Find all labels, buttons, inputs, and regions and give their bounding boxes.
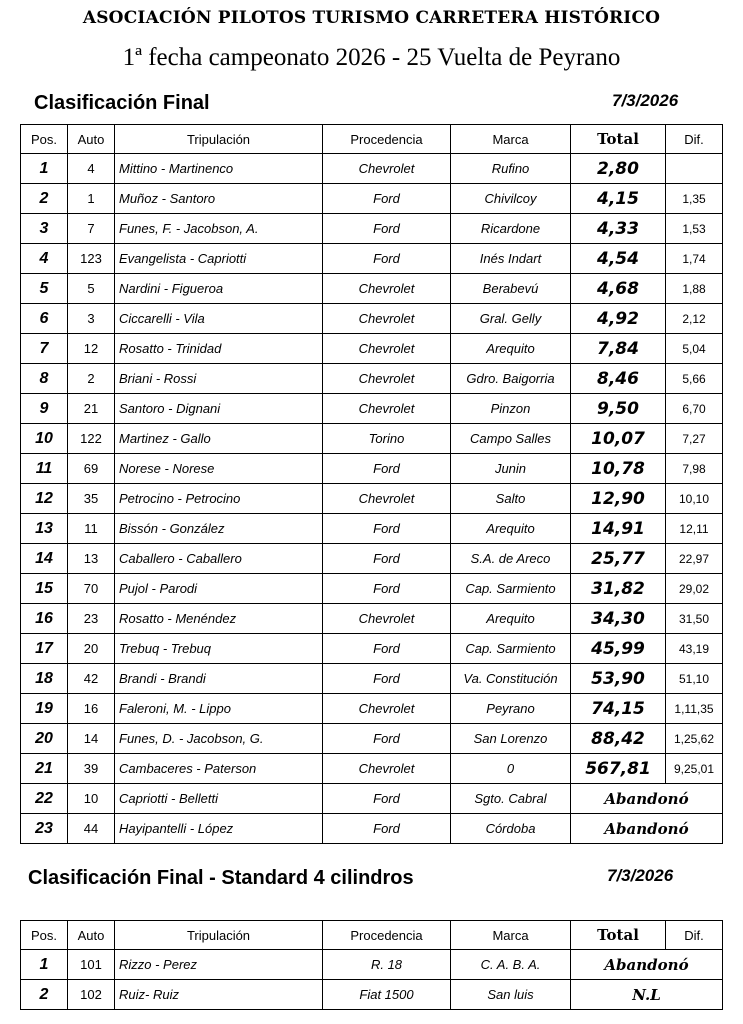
brand-cell: Arequito: [451, 514, 571, 544]
car-number-cell: 10: [68, 784, 115, 814]
brand-cell: Campo Salles: [451, 424, 571, 454]
position-cell: 2: [21, 184, 68, 214]
total-cell: 53,90: [571, 664, 666, 694]
crew-cell: Trebuq - Trebuq: [115, 634, 323, 664]
difference-cell: 9,25,01: [666, 754, 723, 784]
brand-cell: Arequito: [451, 604, 571, 634]
total-cell: 88,42: [571, 724, 666, 754]
table-row: [21, 664, 723, 694]
col-header-auto: Auto: [68, 921, 115, 950]
position-cell: 6: [21, 304, 68, 334]
brand-cell: Chivilcoy: [451, 184, 571, 214]
crew-cell: Ciccarelli - Vila: [115, 304, 323, 334]
col-header-brand: Marca: [451, 125, 571, 154]
origin-cell: Ford: [323, 244, 451, 274]
origin-cell: Ford: [323, 784, 451, 814]
position-cell: 18: [21, 664, 68, 694]
car-number-cell: 1: [68, 184, 115, 214]
brand-cell: Gral. Gelly: [451, 304, 571, 334]
table-row: [21, 694, 723, 724]
origin-cell: Ford: [323, 574, 451, 604]
total-cell: 4,92: [571, 304, 666, 334]
table-row: [21, 950, 723, 980]
table-row: [21, 424, 723, 454]
brand-cell: Rufino: [451, 154, 571, 184]
position-cell: 21: [21, 754, 68, 784]
car-number-cell: 122: [68, 424, 115, 454]
col-header-pos: Pos.: [21, 125, 68, 154]
position-cell: 20: [21, 724, 68, 754]
difference-cell: 31,50: [666, 604, 723, 634]
difference-cell: 43,19: [666, 634, 723, 664]
difference-cell: 7,98: [666, 454, 723, 484]
difference-cell: 6,70: [666, 394, 723, 424]
total-cell: 9,50: [571, 394, 666, 424]
position-cell: 2: [21, 980, 68, 1010]
brand-cell: Berabevú: [451, 274, 571, 304]
table-row: [21, 334, 723, 364]
total-cell: 2,80: [571, 154, 666, 184]
difference-cell: 1,88: [666, 274, 723, 304]
table-row: [21, 184, 723, 214]
crew-cell: Funes, D. - Jacobson, G.: [115, 724, 323, 754]
col-header-auto: Auto: [68, 125, 115, 154]
col-header-origin: Procedencia: [323, 921, 451, 950]
origin-cell: Ford: [323, 664, 451, 694]
brand-cell: Inés Indart: [451, 244, 571, 274]
crew-cell: Cambaceres - Paterson: [115, 754, 323, 784]
position-cell: 12: [21, 484, 68, 514]
crew-cell: Norese - Norese: [115, 454, 323, 484]
total-cell: 10,78: [571, 454, 666, 484]
col-header-brand: Marca: [451, 921, 571, 950]
crew-cell: Faleroni, M. - Lippo: [115, 694, 323, 724]
crew-cell: Evangelista - Capriotti: [115, 244, 323, 274]
crew-cell: Hayipantelli - López: [115, 814, 323, 844]
organization-title: ASOCIACIÓN PILOTOS TURISMO CARRETERA HISTÓRICO: [82, 8, 661, 28]
section1-date: 7/3/2026: [612, 91, 679, 110]
difference-cell: 1,25,62: [666, 724, 723, 754]
difference-cell: 1,11,35: [666, 694, 723, 724]
difference-cell: [666, 154, 723, 184]
col-header-total: Total: [571, 921, 666, 950]
car-number-cell: 101: [68, 950, 115, 980]
position-cell: 5: [21, 274, 68, 304]
status-cell: Abandonó: [571, 784, 723, 814]
section2-date: 7/3/2026: [607, 866, 674, 885]
table-row: [21, 274, 723, 304]
difference-cell: 5,66: [666, 364, 723, 394]
crew-cell: Brandi - Brandi: [115, 664, 323, 694]
position-cell: 3: [21, 214, 68, 244]
crew-cell: Muñoz - Santoro: [115, 184, 323, 214]
car-number-cell: 102: [68, 980, 115, 1010]
position-cell: 4: [21, 244, 68, 274]
total-cell: 4,54: [571, 244, 666, 274]
total-cell: 25,77: [571, 544, 666, 574]
crew-cell: Capriotti - Belletti: [115, 784, 323, 814]
table-row: [21, 514, 723, 544]
origin-cell: Chevrolet: [323, 274, 451, 304]
car-number-cell: 7: [68, 214, 115, 244]
results-table-standard-4-cyl: [20, 920, 723, 1010]
origin-cell: Torino: [323, 424, 451, 454]
origin-cell: Ford: [323, 214, 451, 244]
brand-cell: 0: [451, 754, 571, 784]
origin-cell: Chevrolet: [323, 364, 451, 394]
table-row: [21, 244, 723, 274]
position-cell: 16: [21, 604, 68, 634]
difference-cell: 12,11: [666, 514, 723, 544]
crew-cell: Nardini - Figueroa: [115, 274, 323, 304]
brand-cell: Arequito: [451, 334, 571, 364]
total-cell: 4,33: [571, 214, 666, 244]
origin-cell: Chevrolet: [323, 154, 451, 184]
col-header-dif: Dif.: [666, 125, 723, 154]
origin-cell: Ford: [323, 724, 451, 754]
difference-cell: 10,10: [666, 484, 723, 514]
position-cell: 7: [21, 334, 68, 364]
difference-cell: 1,35: [666, 184, 723, 214]
car-number-cell: 2: [68, 364, 115, 394]
total-cell: 34,30: [571, 604, 666, 634]
car-number-cell: 69: [68, 454, 115, 484]
difference-cell: 5,04: [666, 334, 723, 364]
car-number-cell: 39: [68, 754, 115, 784]
crew-cell: Funes, F. - Jacobson, A.: [115, 214, 323, 244]
car-number-cell: 5: [68, 274, 115, 304]
difference-cell: 1,53: [666, 214, 723, 244]
event-subtitle: 1ª fecha campeonato 2026 - 25 Vuelta de Peyrano: [122, 44, 621, 71]
table-row: [21, 484, 723, 514]
brand-cell: Cap. Sarmiento: [451, 574, 571, 604]
total-cell: 45,99: [571, 634, 666, 664]
col-header-crew: Tripulación: [115, 125, 323, 154]
table-row: [21, 980, 723, 1010]
crew-cell: Caballero - Caballero: [115, 544, 323, 574]
origin-cell: Ford: [323, 634, 451, 664]
brand-cell: Gdro. Baigorria: [451, 364, 571, 394]
car-number-cell: 23: [68, 604, 115, 634]
origin-cell: Chevrolet: [323, 694, 451, 724]
position-cell: 22: [21, 784, 68, 814]
position-cell: 19: [21, 694, 68, 724]
car-number-cell: 4: [68, 154, 115, 184]
crew-cell: Rosatto - Trinidad: [115, 334, 323, 364]
difference-cell: 7,27: [666, 424, 723, 454]
origin-cell: Fiat 1500: [323, 980, 451, 1010]
origin-cell: Ford: [323, 184, 451, 214]
col-header-total: Total: [571, 125, 666, 154]
table-row: [21, 544, 723, 574]
crew-cell: Martinez - Gallo: [115, 424, 323, 454]
brand-cell: S.A. de Areco: [451, 544, 571, 574]
table-row: [21, 724, 723, 754]
brand-cell: Córdoba: [451, 814, 571, 844]
section2-title: Clasificación Final - Standard 4 cilindros: [28, 867, 414, 889]
car-number-cell: 12: [68, 334, 115, 364]
position-cell: 1: [21, 154, 68, 184]
table-row: [21, 784, 723, 814]
origin-cell: Chevrolet: [323, 394, 451, 424]
crew-cell: Santoro - Dignani: [115, 394, 323, 424]
table-row: [21, 814, 723, 844]
total-cell: 31,82: [571, 574, 666, 604]
position-cell: 9: [21, 394, 68, 424]
origin-cell: Chevrolet: [323, 754, 451, 784]
origin-cell: Chevrolet: [323, 304, 451, 334]
total-cell: 7,84: [571, 334, 666, 364]
car-number-cell: 123: [68, 244, 115, 274]
table-row: [21, 454, 723, 484]
brand-cell: Salto: [451, 484, 571, 514]
col-header-pos: Pos.: [21, 921, 68, 950]
col-header-origin: Procedencia: [323, 125, 451, 154]
origin-cell: Ford: [323, 814, 451, 844]
brand-cell: Sgto. Cabral: [451, 784, 571, 814]
position-cell: 23: [21, 814, 68, 844]
position-cell: 10: [21, 424, 68, 454]
car-number-cell: 3: [68, 304, 115, 334]
origin-cell: Chevrolet: [323, 484, 451, 514]
car-number-cell: 35: [68, 484, 115, 514]
col-header-dif: Dif.: [666, 921, 723, 950]
position-cell: 8: [21, 364, 68, 394]
brand-cell: Ricardone: [451, 214, 571, 244]
origin-cell: R. 18: [323, 950, 451, 980]
brand-cell: Pinzon: [451, 394, 571, 424]
origin-cell: Ford: [323, 454, 451, 484]
status-cell: Abandonó: [571, 814, 723, 844]
total-cell: 567,81: [571, 754, 666, 784]
col-header-crew: Tripulación: [115, 921, 323, 950]
car-number-cell: 11: [68, 514, 115, 544]
origin-cell: Ford: [323, 544, 451, 574]
position-cell: 14: [21, 544, 68, 574]
car-number-cell: 42: [68, 664, 115, 694]
table-header-row: [21, 125, 723, 154]
difference-cell: 51,10: [666, 664, 723, 694]
brand-cell: San luis: [451, 980, 571, 1010]
table-row: [21, 304, 723, 334]
table-row: [21, 364, 723, 394]
car-number-cell: 14: [68, 724, 115, 754]
total-cell: 12,90: [571, 484, 666, 514]
crew-cell: Pujol - Parodi: [115, 574, 323, 604]
difference-cell: 1,74: [666, 244, 723, 274]
crew-cell: Rizzo - Perez: [115, 950, 323, 980]
total-cell: 14,91: [571, 514, 666, 544]
status-cell: Abandonó: [571, 950, 723, 980]
car-number-cell: 70: [68, 574, 115, 604]
brand-cell: C. A. B. A.: [451, 950, 571, 980]
total-cell: 4,68: [571, 274, 666, 304]
crew-cell: Ruiz- Ruiz: [115, 980, 323, 1010]
status-cell: N.L: [571, 980, 723, 1010]
position-cell: 11: [21, 454, 68, 484]
difference-cell: 2,12: [666, 304, 723, 334]
results-table-final: [20, 124, 723, 844]
car-number-cell: 13: [68, 544, 115, 574]
origin-cell: Ford: [323, 514, 451, 544]
brand-cell: Va. Constitución: [451, 664, 571, 694]
crew-cell: Mittino - Martinenco: [115, 154, 323, 184]
total-cell: 4,15: [571, 184, 666, 214]
crew-cell: Petrocino - Petrocino: [115, 484, 323, 514]
position-cell: 15: [21, 574, 68, 604]
origin-cell: Chevrolet: [323, 604, 451, 634]
table-row: [21, 604, 723, 634]
difference-cell: 22,97: [666, 544, 723, 574]
table-row: [21, 154, 723, 184]
car-number-cell: 20: [68, 634, 115, 664]
position-cell: 13: [21, 514, 68, 544]
section1-title: Clasificación Final: [34, 92, 210, 114]
crew-cell: Bissón - González: [115, 514, 323, 544]
brand-cell: Cap. Sarmiento: [451, 634, 571, 664]
car-number-cell: 21: [68, 394, 115, 424]
table-row: [21, 574, 723, 604]
difference-cell: 29,02: [666, 574, 723, 604]
table-header-row: [21, 921, 723, 950]
brand-cell: Peyrano: [451, 694, 571, 724]
brand-cell: Junin: [451, 454, 571, 484]
position-cell: 17: [21, 634, 68, 664]
total-cell: 10,07: [571, 424, 666, 454]
car-number-cell: 44: [68, 814, 115, 844]
position-cell: 1: [21, 950, 68, 980]
total-cell: 8,46: [571, 364, 666, 394]
table-row: [21, 634, 723, 664]
crew-cell: Briani - Rossi: [115, 364, 323, 394]
brand-cell: San Lorenzo: [451, 724, 571, 754]
total-cell: 74,15: [571, 694, 666, 724]
crew-cell: Rosatto - Menéndez: [115, 604, 323, 634]
table-row: [21, 754, 723, 784]
car-number-cell: 16: [68, 694, 115, 724]
origin-cell: Chevrolet: [323, 334, 451, 364]
table-row: [21, 394, 723, 424]
table-row: [21, 214, 723, 244]
